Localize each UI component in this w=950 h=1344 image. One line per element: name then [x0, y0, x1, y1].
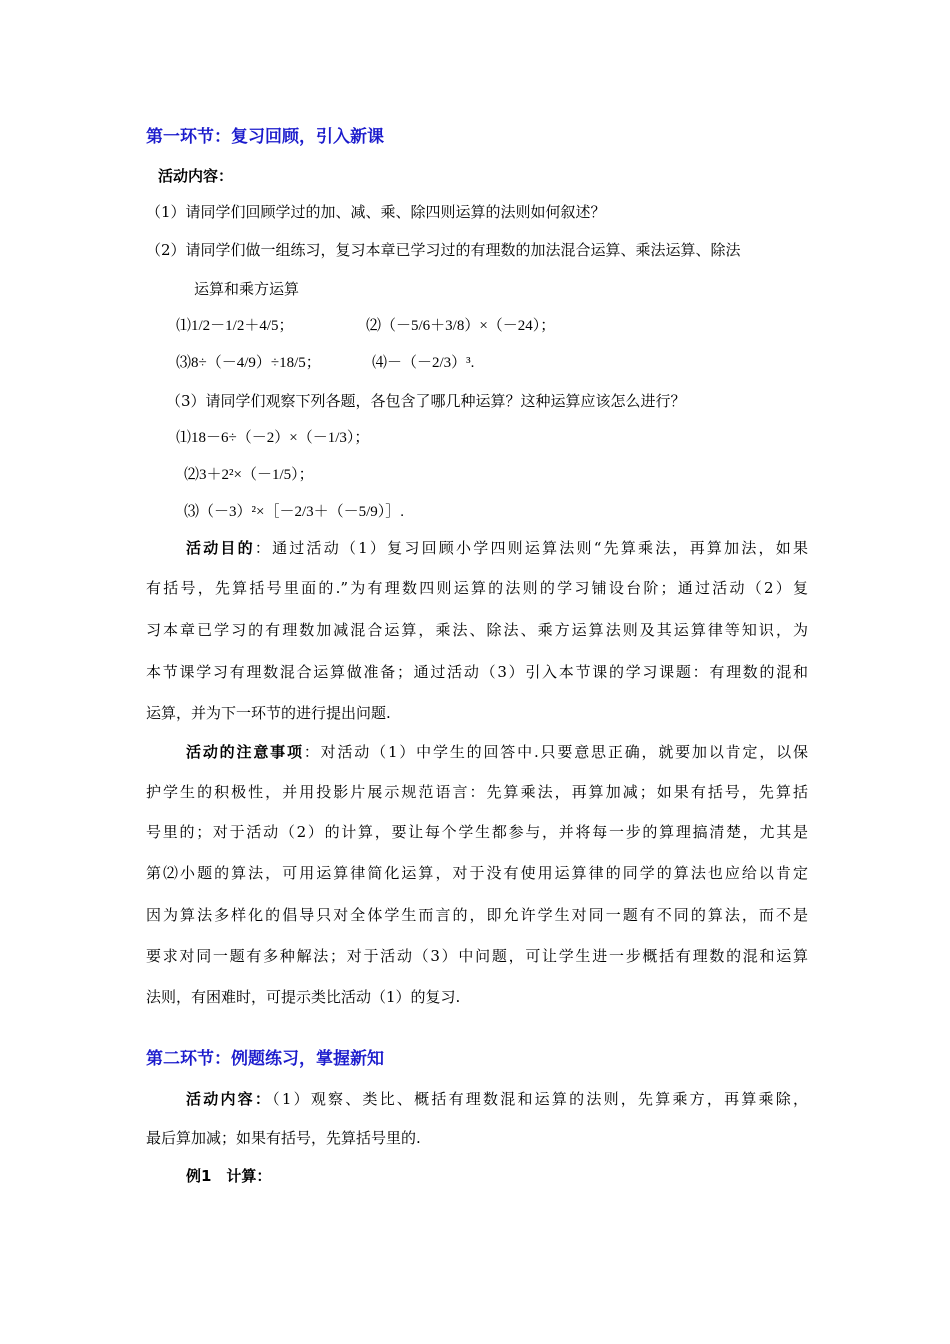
notes-line-4: 第⑵小题的算法，可用运算律简化运算，对于没有使用运算律的同学的算法也应给以肯定	[146, 864, 808, 882]
question-3: （3）请同学们观察下列各题，各包含了哪几种运算？这种运算应该怎么进行？	[166, 392, 686, 410]
section1-title: 第一环节：复习回顾，引入新课	[146, 127, 384, 147]
purpose-line-5: 运算，并为下一环节的进行提出问题.	[146, 704, 391, 722]
section2-content-label: 活动内容：	[186, 1090, 273, 1108]
exercise-b1: ⑴18－6÷（－2）×（－1/3）；	[176, 430, 370, 446]
notes-label: 活动的注意事项	[186, 743, 304, 761]
exercise-a4: ⑷－（－2/3）³.	[372, 355, 475, 371]
notes-line-1: 活动的注意事项：对活动（1）中学生的回答中.只要意思正确，就要加以肯定，以保	[186, 743, 808, 761]
section1-content-label: 活动内容：	[158, 167, 234, 185]
section2-content-line-2: 最后算加减；如果有括号，先算括号里的.	[146, 1129, 421, 1147]
notes-line-3: 号里的；对于活动（2）的计算，要让每个学生都参与，并将每一步的算理搞清楚，尤其是	[146, 823, 808, 841]
exercise-b2: ⑵3＋2²×（－1/5）；	[184, 467, 314, 483]
notes-line-2: 护学生的积极性，并用投影片展示规范语言：先算乘法，再算加减；如果有括号，先算括	[146, 783, 808, 801]
exercise-b3: ⑶（－3）²×［－2/3＋（－5/9）］.	[184, 504, 405, 520]
exercise-a2: ⑵（－5/6＋3/8）×（－24）；	[366, 318, 556, 334]
purpose-line-1: 活动目的：通过活动（1）复习回顾小学四则运算法则“先算乘法，再算加法，如果	[186, 539, 808, 557]
notes-line-5: 因为算法多样化的倡导只对全体学生而言的，即允许学生对同一题有不同的算法，而不是	[146, 906, 808, 924]
notes-line-6: 要求对同一题有多种解法；对于活动（3）中问题，可让学生进一步概括有理数的混和运算	[146, 947, 808, 965]
purpose-line-2: 有括号，先算括号里面的.”为有理数四则运算的法则的学习铺设台阶；通过活动（2）复	[146, 579, 808, 597]
example-1-label: 例1 计算：	[186, 1167, 272, 1185]
exercise-a1: ⑴1/2－1/2＋4/5；	[176, 318, 294, 334]
section2-content-line-1: 活动内容：（1）观察、类比、概括有理数混和运算的法则，先算乘方，再算乘除，	[186, 1090, 808, 1108]
purpose-label: 活动目的	[186, 539, 255, 557]
section2-title: 第二环节：例题练习，掌握新知	[146, 1049, 384, 1069]
notes-line-7: 法则，有困难时，可提示类比活动（1）的复习.	[146, 988, 461, 1006]
purpose-line-4: 本节课学习有理数混合运算做准备；通过活动（3）引入本节课的学习课题：有理数的混和	[146, 663, 808, 681]
question-1: （1）请同学们回顾学过的加、减、乘、除四则运算的法则如何叙述？	[146, 203, 606, 221]
exercise-a3: ⑶8÷（－4/9）÷18/5；	[176, 355, 321, 371]
question-2-line-2: 运算和乘方运算	[194, 280, 300, 298]
question-2-line-1: （2）请同学们做一组练习，复习本章已学习过的有理数的加法混合运算、乘法运算、除法	[146, 241, 741, 259]
purpose-line-3: 习本章已学习的有理数加减混合运算，乘法、除法、乘方运算法则及其运算律等知识，为	[146, 621, 808, 639]
